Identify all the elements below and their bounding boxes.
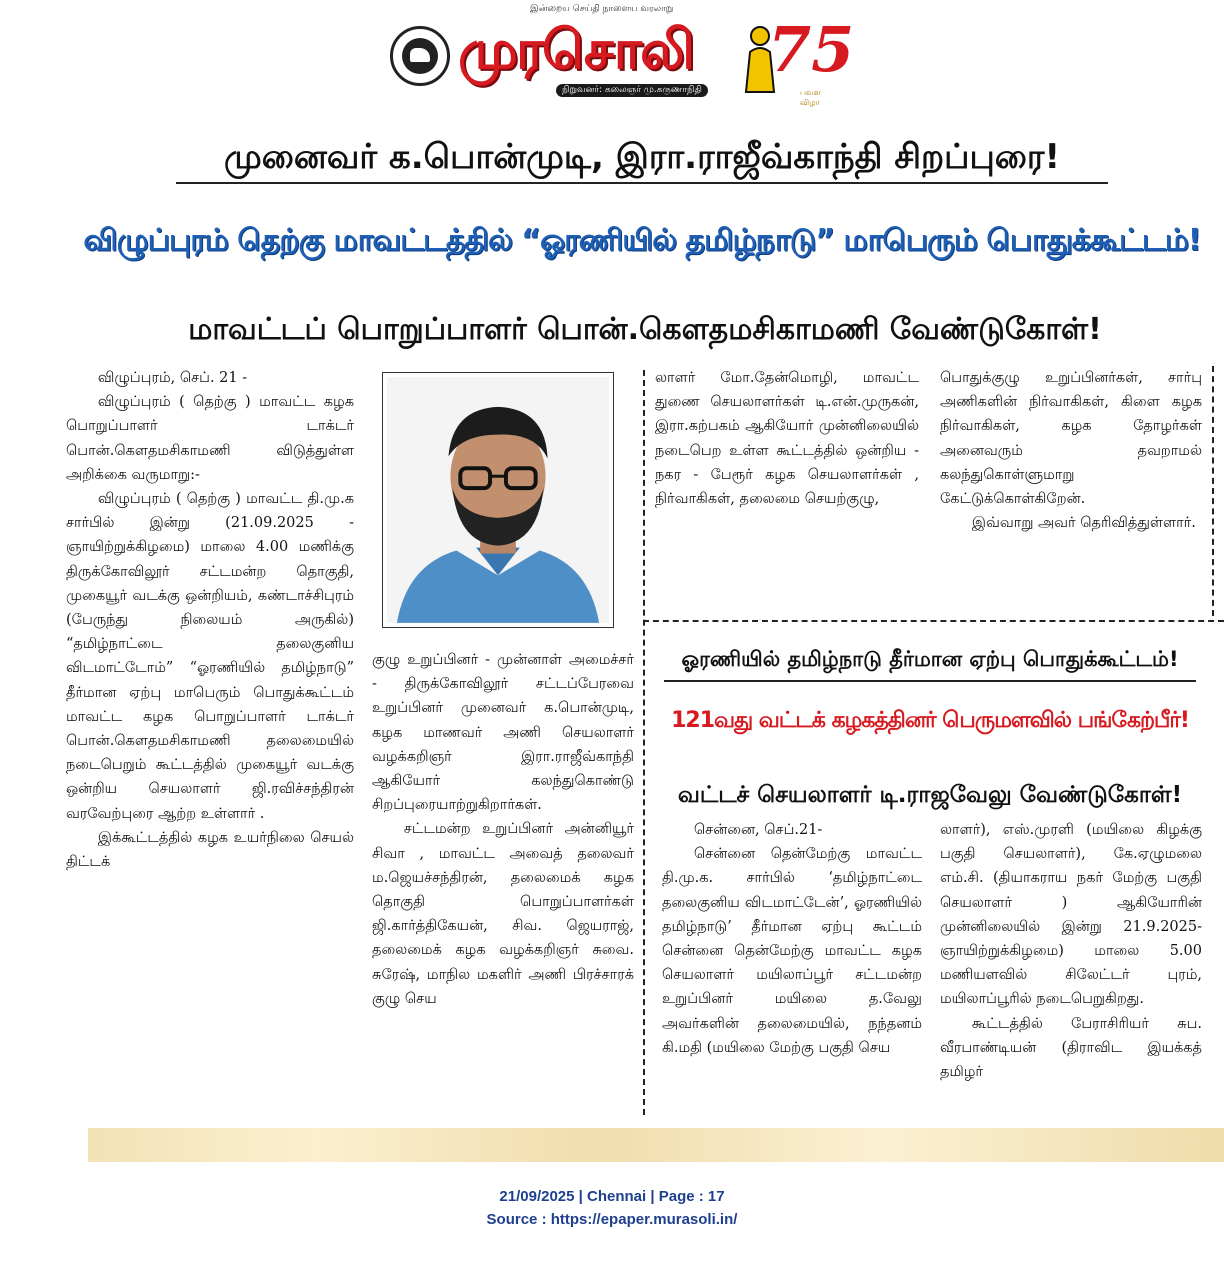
- article-column-2: [372, 648, 634, 1011]
- anniversary-number: 75: [768, 13, 855, 86]
- column-divider: [1212, 366, 1214, 616]
- paragraph: விழுப்புரம் ( தெற்கு ) மாவட்ட தி.மு.க சார்பில் இன்று (21.09.2025 - ஞாயிற்றுக்கிழமை) மாலை 4.00 மணிக்கு திருக்கோவிலூர் சட்டமன்ற தொகுதி, முகையூர் வடக்கு ஒன்றியம், கண்டாச்சிபுரம் (பேருந்து நிலையம் அருகில்) “தமிழ்நாட்டை தலைகுனிய விடமாட்டோம்” “ஓரணியில் தமிழ்நாடு” தீர்மான ஏற்பு மாபெரும் பொதுக்கூட்டம் மாவட்ட கழக பொறுப்பாளர் டாக்டர் பொன்.கௌதமசிகாமணி தலைமையில் நடைபெறும் கூட்டத்தில் முகையூர் வடக்கு ஒன்றிய செயலாளர் ஜி.ரவிச்சந்திரன் வரவேற்புரை ஆற்ற உள்ளார் .: [66, 491, 354, 822]
- sub-headline: மாவட்டப் பொறுப்பாளர் பொன்.கௌதமசிகாமணி வேண்டுகோள்!: [188, 312, 1102, 347]
- paragraph: சென்னை தென்மேற்கு மாவட்ட தி.மு.க. சார்பில் ‘தமிழ்நாட்டை தலைகுனிய விடமாட்டேன்’, ஓரணியில் தமிழ்நாடு’ தீர்மான ஏற்பு கூட்டம் சென்னை தென்மேற்கு மாவட்ட கழக செயலாளர் மயிலாப்பூர் சட்டமன்ற உறுப்பினர் மயிலை த.வேலு அவர்களின் தலைமையில், நந்தனம் கி.மதி (மயிலை மேற்கு பகுதி செய: [662, 846, 922, 1056]
- portrait-image: [387, 377, 609, 623]
- dateline: விழுப்புரம், செப். 21 -: [97, 370, 248, 386]
- masthead-tagline: இன்றைய செய்தி நாளைய வரலாறு: [530, 4, 674, 14]
- article-column-4: [940, 366, 1202, 535]
- main-headline: விழுப்புரம் தெற்கு மாவட்டத்தில் “ஓரணியில் தமிழ்நாடு” மாபெரும் பொதுக்கூட்டம்!: [83, 223, 1201, 258]
- paragraph: குழு உறுப்பினர் - முன்னாள் அமைச்சர் - திருக்கோவிலூர் சட்டப்பேரவை உறுப்பினர் முனைவர் க.பொன்முடி, கழக மாணவர் அணி செயலாளர் வழக்கறிஞர் இரா.ராஜீவ்காந்தி ஆகியோர் கலந்துகொண்டு சிறப்புரையாற்றுகிறார்கள்.: [372, 652, 634, 814]
- portrait-photo: [382, 372, 614, 628]
- logo-subtitle: நிறுவனர்: கலைஞர் மு.கருணாநிதி: [556, 84, 708, 97]
- page-bottom-band: [88, 1128, 1224, 1162]
- box-kicker-headline: ஓரணியில் தமிழ்நாடு தீர்மான ஏற்பு பொதுக்கூட்டம்!: [681, 647, 1179, 671]
- anniversary-badge: [742, 6, 855, 107]
- footer-source: Source : https://epaper.murasoli.in/: [486, 1211, 738, 1228]
- paragraph: விழுப்புரம் ( தெற்கு ) மாவட்ட கழக பொறுப்பாளர் டாக்டர் பொன்.கௌதமசிகாமணி விடுத்துள்ள அறிக்கை வருமாறு:-: [66, 394, 354, 483]
- box-headline-divider: [664, 680, 1196, 682]
- box-column-1: [662, 818, 922, 1060]
- paragraph: இவ்வாறு அவர் தெரிவித்துள்ளார்.: [971, 515, 1196, 532]
- article-column-1: [66, 366, 354, 874]
- dateline: சென்னை, செப்.21-: [693, 822, 823, 838]
- box-top-divider: [643, 620, 1224, 622]
- party-seal-icon: [390, 26, 450, 86]
- paragraph: பொதுக்குழு உறுப்பினர்கள், சார்பு அணிகளின் நிர்வாகிகள், கிளை கழக நிர்வாகிகள், கழக தோழர்கள் அனைவரும் தவறாமல் கலந்துகொள்ளுமாறு கேட்டுக்கொள்கிறேன்.: [940, 370, 1202, 508]
- headline-divider: [176, 182, 1108, 184]
- newspaper-logo: முரசொலி: [458, 18, 693, 81]
- box-main-headline: 121வது வட்டக் கழகத்தினர் பெருமளவில் பங்கேற்பீர்!: [671, 708, 1189, 733]
- paragraph: இக்கூட்டத்தில் கழக உயர்நிலை செயல் திட்டக்: [66, 829, 354, 871]
- paragraph: சட்டமன்ற உறுப்பினர் அன்னியூர் சிவா , மாவட்ட அவைத் தலைவர் ம.ஜெயச்சந்திரன், தலைமைக் கழக தொகுதி பொறுப்பாளர்கள் ஜி.கார்த்திகேயன், சிவ. ஜெயராஜ், தலைமைக் கழக வழக்கறிஞர் சுவை. சுரேஷ், மாநில மகளிர் அணி பிரச்சாரக் குழு செய: [372, 821, 634, 1007]
- box-sub-headline: வட்டச் செயலாளர் டி.ராஜவேலு வேண்டுகோள்!: [677, 782, 1183, 808]
- paragraph: லாளர்), எஸ்.முரளி (மயிலை கிழக்கு பகுதி செயலாளர்), கே.ஏழுமலை எம்.சி. (தியாகராய நகர் மேற்கு பகுதி செயலாளர் ) ஆகியோரின் முன்னிலையில் இன்று 21.9.2025- ஞாயிற்றுக்கிழமை) மாலை 5.00 மணியளவில் சிலேட்டர் புரம், மயிலாப்பூரில் நடைபெறுகிறது.: [940, 822, 1202, 1008]
- paragraph: கூட்டத்தில் பேராசிரியர் சுப. வீரபாண்டியன் (திராவிட இயக்கத் தமிழர்: [940, 1015, 1202, 1081]
- anniversary-text: பவள விழா: [800, 88, 821, 107]
- masthead: [380, 4, 855, 108]
- footer-date-page: 21/09/2025 | Chennai | Page : 17: [499, 1188, 725, 1205]
- box-column-2: [940, 818, 1202, 1084]
- column-divider: [643, 370, 645, 1115]
- kicker-headline: முனைவர் க.பொன்முடி, இரா.ராஜீவ்காந்தி சிறப்புரை!: [223, 137, 1060, 177]
- article-column-3: [655, 366, 919, 511]
- paragraph: லாளர் மோ.தேன்மொழி, மாவட்ட துணை செயலாளர்கள் டி.என்.முருகன், இரா.கற்பகம் ஆகியோர் முன்னிலையில் நடைபெற உள்ள கூட்டத்தில் ஒன்றிய - நகர - பேரூர் கழக செயலாளர்கள் , நிர்வாகிகள், தலைமை செயற்குழு,: [655, 370, 919, 508]
